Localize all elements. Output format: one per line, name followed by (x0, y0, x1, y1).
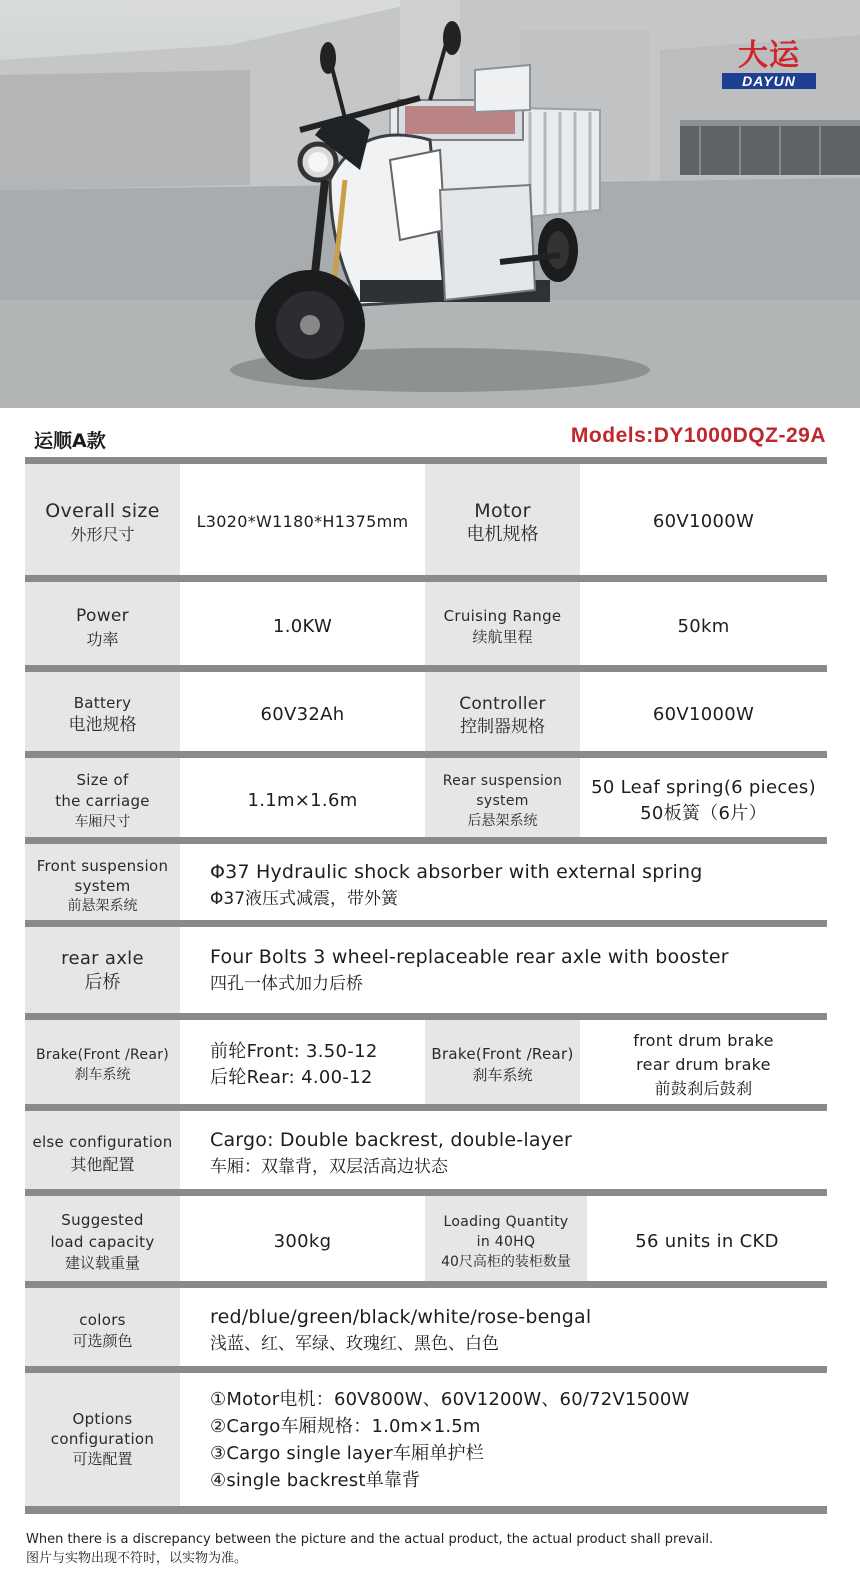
label-else-config-cn: 其他配置 (70, 1154, 135, 1174)
value-overall-size (180, 464, 425, 580)
value-front-suspension-en: Φ37 Hydraulic shock absorber with external spring (210, 860, 703, 883)
label-rear-suspension-en-1: Rear suspension (442, 772, 563, 789)
value-brake-tyre-2: 后轮Rear: 4.00-12 (210, 1067, 373, 1088)
label-rear-suspension-en-2: system (476, 792, 529, 809)
label-load-capacity-en-1: Suggested (61, 1211, 144, 1229)
label-rear-suspension (425, 758, 580, 843)
label-load-capacity-en-2: load capacity (50, 1233, 155, 1251)
value-else-config (180, 1111, 827, 1196)
label-brake-en: Brake(Front /Rear) (431, 1045, 574, 1063)
label-front-suspension (25, 844, 180, 927)
label-brake-tyre-en: Brake(Front /Rear) (35, 1047, 170, 1063)
value-controller (580, 672, 827, 758)
brand-logo-cn: 大运 (738, 38, 800, 73)
value-brake-1: front drum brake (633, 1031, 774, 1050)
label-front-suspension-en-1: Front suspension (36, 856, 169, 875)
product-photo (0, 0, 860, 408)
value-load-capacity (180, 1196, 425, 1287)
label-loading-quantity (425, 1196, 587, 1287)
value-rear-suspension-en: 50 Leaf spring(6 pieces) (591, 776, 816, 798)
label-options-en-2: configuration (50, 1430, 155, 1448)
value-rear-axle-en: Four Bolts 3 wheel-replaceable rear axle with booster (210, 945, 729, 968)
spec-row-power-range (25, 575, 827, 672)
label-options-en-1: Options (72, 1410, 133, 1428)
label-controller (425, 672, 580, 758)
label-load-capacity (25, 1196, 180, 1287)
value-loading-quantity-text: 56 units in CKD (635, 1230, 779, 1252)
value-motor-text: 60V1000W (652, 511, 755, 532)
spec-row-battery-controller (25, 665, 827, 758)
spec-row-options (25, 1366, 827, 1506)
label-options (25, 1373, 180, 1506)
label-cruising-range-en: Cruising Range (443, 607, 562, 625)
value-rear-axle-cn: 四孔一体式加力后桥 (210, 973, 363, 994)
value-rear-suspension-cn: 50板簧（6片） (640, 802, 767, 824)
label-motor-en: Motor (474, 499, 531, 522)
value-brake (580, 1020, 827, 1110)
model-number: Models:DY1000DQZ-29A (570, 424, 826, 447)
label-colors-cn: 可选颜色 (72, 1332, 133, 1350)
label-controller-cn: 控制器规格 (460, 716, 545, 737)
value-brake-3: 前鼓刹后鼓刹 (654, 1079, 753, 1098)
label-battery-en: Battery (73, 694, 132, 712)
value-motor (580, 464, 827, 580)
label-motor (425, 464, 580, 580)
label-overall-size-cn: 外形尺寸 (70, 524, 135, 544)
label-front-suspension-en-2: system (74, 876, 131, 895)
value-options (180, 1373, 827, 1506)
spec-row-colors (25, 1281, 827, 1374)
label-brake-cn: 刹车系统 (472, 1066, 533, 1084)
option-item: ④single backrest单靠背 (210, 1469, 421, 1491)
label-cruising-range-cn: 续航里程 (472, 628, 533, 646)
label-load-capacity-cn: 建议载重量 (64, 1254, 140, 1272)
value-brake-tyre (180, 1020, 425, 1110)
label-brake-tyre-cn: 刹车系统 (74, 1067, 131, 1083)
label-rear-axle-en: rear axle (61, 948, 144, 969)
value-front-suspension (180, 844, 827, 927)
label-carriage-cn: 车厢尺寸 (74, 813, 131, 830)
spec-row-rear-axle (25, 920, 827, 1014)
label-options-cn: 可选配置 (72, 1450, 133, 1468)
spec-row-else-config (25, 1104, 827, 1196)
option-item: ①Motor电机：60V800W、60V1200W、60/72V1500W (210, 1388, 690, 1410)
option-item: ③Cargo single layer车厢单护栏 (210, 1442, 484, 1464)
footer-note-en: When there is a discrepancy between the picture and the actual product, the actual product shall prevail. (26, 1532, 714, 1547)
brand-logo (722, 40, 816, 90)
label-front-suspension-cn: 前悬架系统 (67, 897, 138, 914)
label-carriage (25, 758, 180, 843)
value-colors-cn: 浅蓝、红、军绿、玫瑰红、黑色、白色 (210, 1334, 499, 1354)
product-name: 运顺A款 (34, 430, 106, 452)
value-carriage-text: 1.1m×1.6m (247, 789, 358, 811)
label-overall-size (25, 464, 180, 580)
footer-note-cn: 图片与实物出现不符时，以实物为准。 (26, 1551, 248, 1566)
label-loading-quantity-cn: 40尺高柜的装柜数量 (441, 1253, 571, 1270)
value-cruising-range (580, 582, 827, 672)
label-loading-quantity-en-1: Loading Quantity (443, 1213, 569, 1230)
label-controller-en: Controller (459, 693, 546, 714)
label-rear-axle (25, 927, 180, 1014)
value-rear-axle (180, 927, 827, 1014)
label-rear-axle-cn: 后桥 (84, 972, 121, 993)
value-power (180, 582, 425, 672)
label-carriage-en-1: Size of (76, 770, 129, 789)
label-motor-cn: 电机规格 (466, 523, 539, 545)
label-rear-suspension-cn: 后悬架系统 (467, 812, 538, 829)
value-loading-quantity (587, 1196, 827, 1287)
spec-row-load (25, 1189, 827, 1287)
value-battery-text: 60V32Ah (260, 704, 345, 725)
value-brake-tyre-1: 前轮Front: 3.50-12 (210, 1041, 378, 1062)
label-colors (25, 1288, 180, 1374)
value-colors-en: red/blue/green/black/white/rose-bengal (210, 1306, 592, 1328)
label-else-config (25, 1111, 180, 1196)
label-power-cn: 功率 (86, 629, 119, 649)
label-colors-en: colors (79, 1311, 126, 1329)
label-brake-tyre (25, 1020, 180, 1110)
value-overall-size-text: L3020*W1180*H1375mm (196, 512, 409, 531)
label-battery-cn: 电池规格 (68, 715, 137, 735)
value-front-suspension-cn: Φ37液压式减震，带外簧 (210, 888, 399, 909)
value-else-config-en: Cargo: Double backrest, double-layer (210, 1128, 573, 1151)
label-brake (425, 1020, 580, 1110)
value-cruising-range-text: 50km (677, 616, 730, 637)
spec-row-size-motor (25, 457, 827, 580)
value-load-capacity-text: 300kg (273, 1230, 332, 1252)
spec-row-brakes (25, 1013, 827, 1110)
label-else-config-en: else configuration (32, 1132, 173, 1151)
table-bottom-rule (25, 1506, 827, 1514)
value-colors (180, 1288, 827, 1374)
value-else-config-cn: 车厢：双靠背，双层活高边状态 (210, 1156, 448, 1177)
value-carriage (180, 758, 425, 843)
label-loading-quantity-en-2: in 40HQ (476, 1233, 536, 1250)
value-brake-2: rear drum brake (636, 1055, 771, 1074)
label-power (25, 582, 180, 672)
label-battery (25, 672, 180, 758)
label-power-en: Power (76, 605, 129, 626)
label-overall-size-en: Overall size (45, 499, 160, 522)
brand-logo-en: DAYUN (722, 73, 816, 89)
spec-row-front-suspension (25, 837, 827, 927)
label-cruising-range (425, 582, 580, 672)
value-rear-suspension (580, 758, 827, 843)
option-item: ②Cargo车厢规格：1.0m×1.5m (210, 1415, 481, 1437)
spec-row-carriage-suspension (25, 751, 827, 843)
value-controller-text: 60V1000W (652, 704, 755, 725)
label-carriage-en-2: the carriage (55, 791, 150, 810)
value-power-text: 1.0KW (272, 616, 333, 637)
value-battery (180, 672, 425, 758)
